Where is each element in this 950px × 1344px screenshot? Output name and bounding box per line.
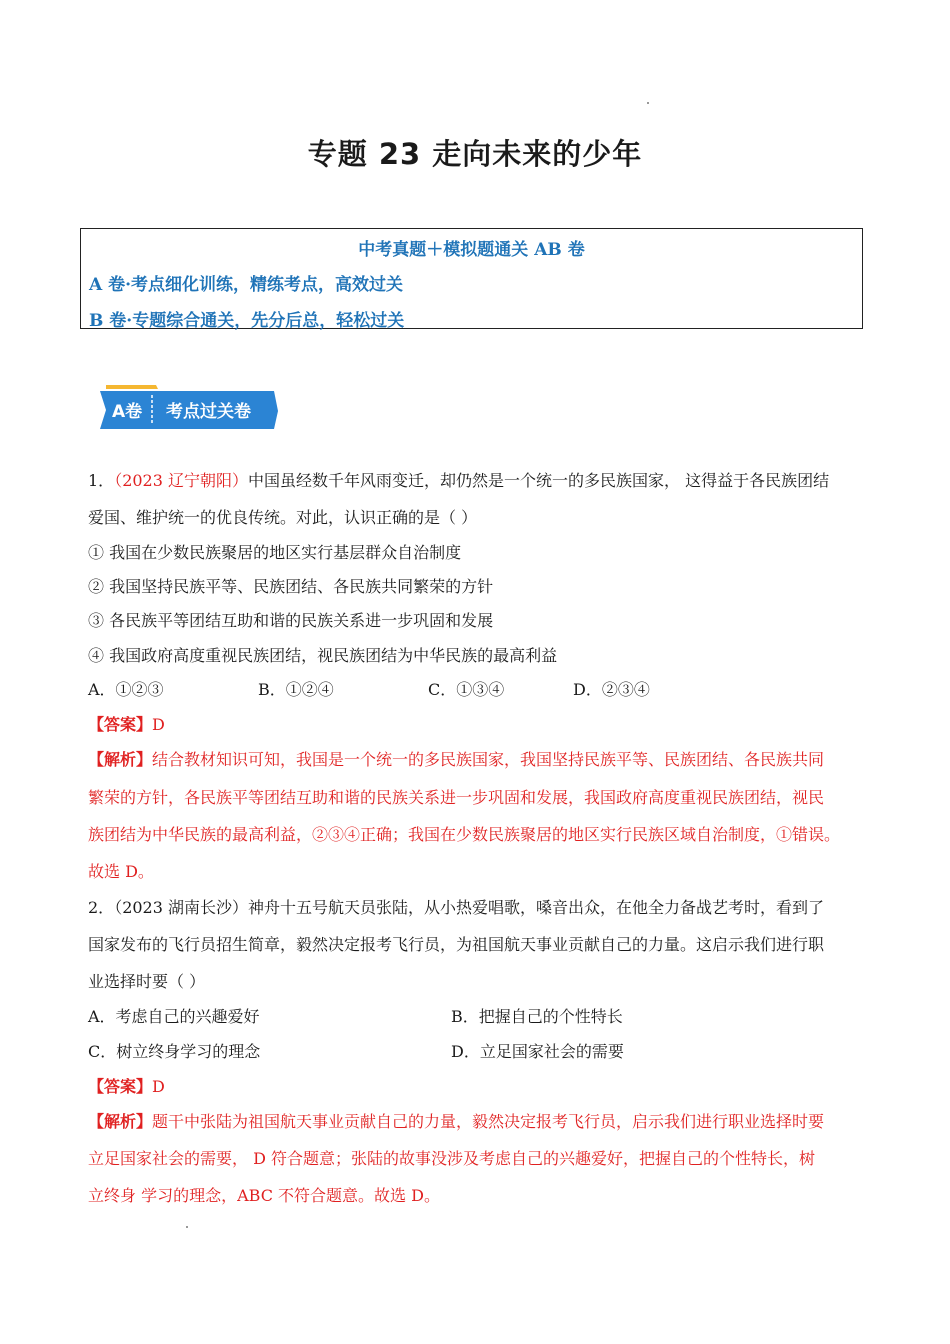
q2-source: （2023 湖南长沙） [114, 898, 248, 917]
q1-analysis-label: 【解析】 [88, 750, 153, 769]
banner-label: 考点过关卷 [166, 402, 251, 422]
q2-stem-line-1 [88, 895, 824, 918]
box-line-b: B 卷·专题综合通关，先分后总，轻松过关 [89, 311, 405, 331]
q1-option-c: C．①③④ [428, 680, 505, 699]
speck [186, 1226, 188, 1228]
q2-analysis-label: 【解析】 [88, 1112, 153, 1131]
box-line-a: A 卷·考点细化训练，精练考点，高效过关 [89, 275, 404, 295]
q2-stem-line-3: 业选择时要（ ） [88, 972, 206, 991]
q1-item-2: ② 我国坚持民族平等、民族团结、各民族共同繁荣的方针 [88, 577, 494, 596]
q2-option-a: A．考虑自己的兴趣爱好 [88, 1007, 260, 1026]
q1-stem-line-1 [88, 468, 829, 491]
q1-item-3: ③ 各民族平等团结互助和谐的民族关系进一步巩固和发展 [88, 611, 494, 630]
q2-analysis-text: 题干中张陆为祖国航天事业贡献自己的力量，毅然决定报考飞行员，启示我们进行职业选择时要 [152, 1112, 825, 1131]
q1-answer-label: 【答案】 [88, 715, 153, 734]
q2-analysis-line-2: 立足国家社会的需要， D 符合题意；张陆的故事没涉及考虑自己的兴趣爱好，把握自己的个性特长，树 [88, 1149, 816, 1168]
q1-option-d: D．②③④ [573, 680, 650, 699]
q2-option-b: B．把握自己的个性特长 [451, 1007, 623, 1026]
q1-analysis-text: 结合教材知识可知，我国是一个统一的多民族国家，我国坚持民族平等、民族团结、各民族共同 [152, 750, 825, 769]
q1-source: （2023 辽宁朝阳） [114, 471, 248, 490]
q1-stem-text: 中国虽经数千年风雨变迁，却仍然是一个统一的多民族国家， 这得益于各民族团结 [248, 471, 830, 490]
box-title: 中考真题＋模拟题通关 AB 卷 [358, 240, 585, 260]
q1-item-4: ④ 我国政府高度重视民族团结，视民族团结为中华民族的最高利益 [88, 646, 558, 665]
q1-analysis-line-4: 故选 D。 [88, 862, 154, 881]
q2-answer [88, 1074, 165, 1097]
q2-option-d: D．立足国家社会的需要 [451, 1042, 624, 1061]
q2-analysis-line-3: 立终身 学习的理念，ABC 不符合题意。故选 D。 [88, 1186, 440, 1205]
q1-option-b: B．①②④ [258, 680, 334, 699]
q2-number: 2． [88, 898, 115, 917]
q2-answer-label: 【答案】 [88, 1077, 153, 1096]
q2-option-c: C．树立终身学习的理念 [88, 1042, 261, 1061]
q1-number: 1． [88, 471, 115, 490]
q2-stem-line-2: 国家发布的飞行员招生简章，毅然决定报考飞行员，为祖国航天事业贡献自己的力量。这启示我们进行职 [88, 935, 825, 954]
q2-stem-text: 神舟十五号航天员张陆，从小热爱唱歌，嗓音出众，在他全力备战艺考时，看到了 [248, 898, 825, 917]
q1-answer-value: D [152, 715, 165, 734]
q2-analysis-line-1 [88, 1109, 824, 1132]
intro-box [80, 228, 863, 329]
banner-tag: A卷 [112, 402, 143, 422]
speck [647, 102, 649, 104]
q1-item-1: ① 我国在少数民族聚居的地区实行基层群众自治制度 [88, 543, 462, 562]
q1-answer [88, 712, 165, 735]
section-banner [96, 383, 280, 433]
q1-analysis-line-2: 繁荣的方针，各民族平等团结互助和谐的民族关系进一步巩固和发展，我国政府高度重视民族团结，视民 [88, 788, 825, 807]
q2-answer-value: D [152, 1077, 165, 1096]
q1-analysis-line-1 [88, 747, 824, 770]
q1-option-a: A．①②③ [88, 680, 164, 699]
page-title: 专题 23 走向未来的少年 [307, 137, 643, 171]
q1-stem-line-2: 爱国、维护统一的优良传统。对此，认识正确的是（ ） [88, 508, 478, 527]
q1-analysis-line-3: 族团结为中华民族的最高利益，②③④正确；我国在少数民族聚居的地区实行民族区域自治制度，①错误。 [88, 825, 841, 844]
